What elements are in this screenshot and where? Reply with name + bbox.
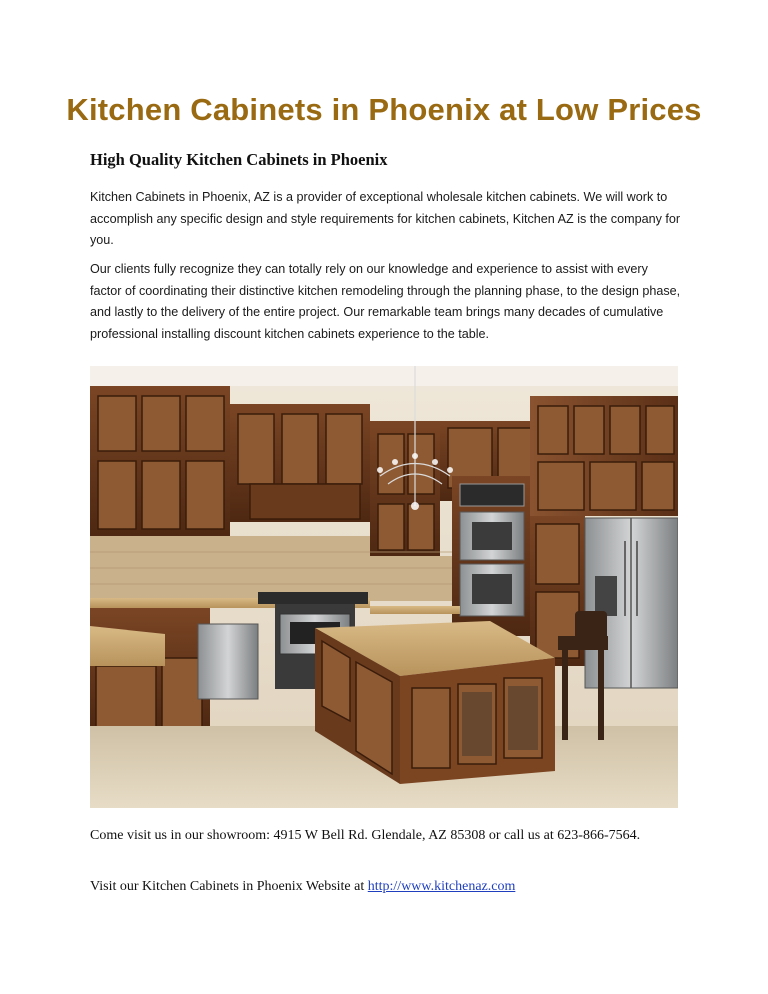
experience-paragraph: Our clients fully recognize they can totally rely on our knowledge and experience to assist with every factor of coordinating their distinctive kitchen remodeling through the planning phase, to the design phase, and lastly to the delivery of the entire project. Our remarkable team brings many decades of cumulative professional installing discount kitchen cabinets experience to the table. [90,262,681,341]
website-link[interactable]: http://www.kitchenaz.com [367,879,516,894]
intro-paragraph: Kitchen Cabinets in Phoenix, AZ is a provider of exceptional wholesale kitchen cabinets. We will work to accomplish any specific design and style requirements for kitchen cabinets, Kitchen AZ is the company for you. [90,190,681,247]
website-prefix: Visit our Kitchen Cabinets in Phoenix Website at [90,879,368,894]
website-line [90,878,670,895]
kitchen-photo [90,366,678,808]
showroom-info: Come visit us in our showroom: 4915 W Bell Rd. Glendale, AZ 85308 or call us at 623-866-7564. [90,828,641,843]
section-heading: High Quality Kitchen Cabinets in Phoenix [90,150,388,169]
page-title: Kitchen Cabinets in Phoenix at Low Prices [66,92,702,127]
